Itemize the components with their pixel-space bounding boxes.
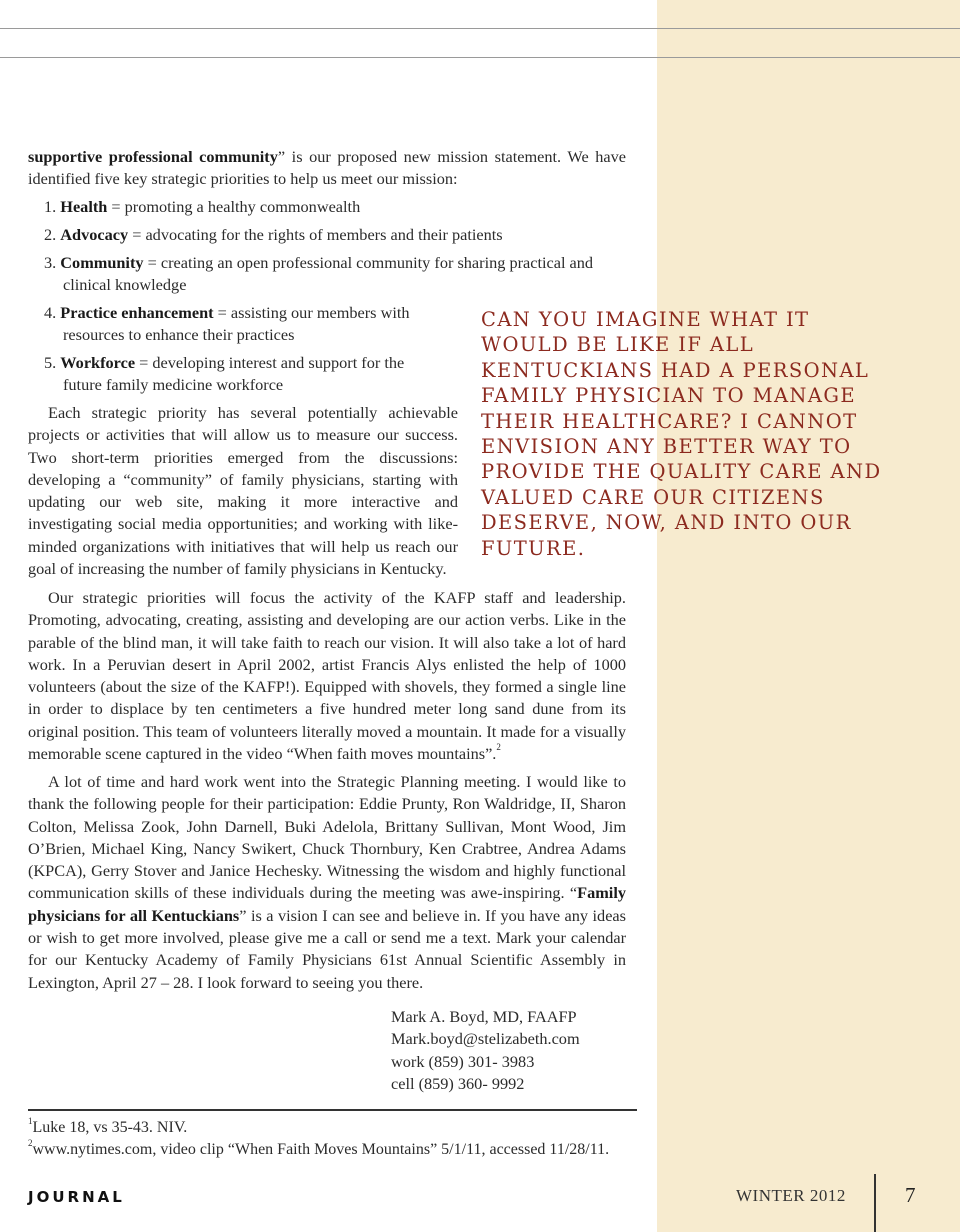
intro-bold-phrase: supportive professional community: [28, 147, 278, 166]
footnote-mark: 1: [28, 1116, 33, 1126]
footnote-divider: [28, 1109, 637, 1111]
issue-label: WINTER 2012: [736, 1186, 846, 1205]
header-rule-bottom: [0, 57, 960, 58]
list-desc: = creating an open professional community for sharing practical and: [143, 253, 594, 272]
paragraph-text: A lot of time and hard work went into the Strategic Planning meeting. I would like to thank the following people for their participation: Eddie Prunty, Ron Waldridge, II, Sharon Colton, Melissa Zook, John Darnell, Buki Adelola, Brittany Sullivan, Mont Wood, Jim O’Brien, Michael King, Nancy Swikert, Chuck Thornbury, Ken Crabtree, Andrea Adams (KPCA), Gerry Stover and Janice Hechesky. Witnessing the wisdom and highly functional communication skills of these individuals during the meeting was awe-inspiring. “: [28, 772, 626, 903]
paragraph-text: Each strategic priority has several potentially achievable projects or activities that will allow us to measure our success. Two short-term priorities emerged from the discussions: developing a “community” of family physicians, starting with updating our web site, making it more interactive and investigating social media opportunities; and working with like-minded organizations with initiatives that will help us reach our goal of increasing the number of family physicians in Kentucky.: [28, 403, 458, 579]
header-rule-top: [0, 28, 960, 29]
list-term: Practice enhancement: [60, 303, 214, 322]
signature-block: [391, 1006, 580, 1095]
footnote-mark: 2: [28, 1138, 33, 1149]
list-desc: = developing interest and support for the: [135, 353, 405, 372]
sidebar-panel-background: [657, 0, 960, 1232]
paragraph-text: ” is a vision I can see and believe in. If you have any ideas or wish to get more involved, please give me a call or send me a text. Mark your calendar for our Kentucky Academy of Family Physicians 61st Annual Scientific Assembly in Lexington, April 27 – 28. I look forward to seeing you there.: [28, 905, 626, 992]
footnote: [28, 1139, 626, 1161]
list-number: 2.: [44, 225, 57, 244]
list-item: [44, 224, 503, 246]
paragraph-text: Our strategic priorities will focus the activity of the KAFP staff and leadership. Promoting, advocating, creating, assisting and developing are our action verbs. Like in the parable of the blind man, it will take faith to reach our vision. It will also take a lot of hard work. In a Peruvian desert in April 2002, artist Francis Alys enlisted the help of 1000 volunteers (about the size of the KAFP!). Equipped with shovels, they formed a single line in order to displace by ten centimeters a five hundred meter long sand dune from its original position. This team of volunteers literally moved a mountain. It made for a visually memorable scene captured in the video “When faith moves mountains”.: [28, 588, 626, 764]
signature-name: Mark A. Boyd, MD, FAAFP: [391, 1007, 577, 1026]
list-term: Workforce: [60, 353, 136, 372]
paragraph-priorities-detail: [28, 402, 458, 580]
paragraph-acknowledgements: [28, 771, 626, 994]
signature-cell-phone: cell (859) 360- 9992: [391, 1073, 525, 1093]
signature-email[interactable]: Mark.boyd@stelizabeth.com: [391, 1029, 580, 1049]
pull-quote: CAN YOU IMAGINE WHAT IT WOULD BE LIKE IF ALL KENTUCKIANS HAD A PERSONAL FAMILY PHYSICIAN TO MANAGE THEIR HEALTHCARE? I CANNOT ENVISION ANY BETTER WAY TO PROVIDE THE QUALITY CARE AND VALUED CARE OUR CITIZENS DESERVE, NOW, AND INTO OUR FUTURE.: [481, 308, 882, 560]
footer-divider: [874, 1174, 876, 1232]
list-continuation: clinical knowledge: [63, 275, 187, 295]
list-desc: = advocating for the rights of members and their patients: [128, 225, 503, 244]
footnote: [28, 1117, 626, 1139]
list-number: 5.: [44, 353, 57, 372]
list-item: [44, 302, 410, 347]
list-item: [44, 196, 360, 218]
paragraph-strategic-focus: [28, 587, 626, 765]
list-continuation: resources to enhance their practices: [63, 325, 295, 345]
intro-paragraph: [28, 146, 626, 191]
vision-bold-phrase: Family physicians for all Kentuckians: [28, 883, 626, 925]
list-continuation: future family medicine workforce: [63, 375, 284, 395]
list-term: Community: [60, 253, 144, 272]
list-number: 4.: [44, 303, 57, 322]
journal-title: JOURNAL: [28, 1188, 125, 1206]
list-item: [44, 252, 593, 297]
list-number: 1.: [44, 197, 57, 216]
list-term: Advocacy: [60, 225, 129, 244]
intro-text: ” is our proposed new mission statement. We have identified five key strategic priorities to help us meet our mission:: [28, 147, 626, 189]
footnotes: [28, 1117, 626, 1162]
list-item: [44, 352, 404, 397]
page-number: 7: [905, 1183, 916, 1207]
footnote-ref: 2: [496, 742, 501, 753]
footnote-text: Luke 18, vs 35-43. NIV.: [32, 1119, 188, 1136]
list-number: 3.: [44, 253, 57, 272]
list-desc: = promoting a healthy commonwealth: [107, 197, 361, 216]
footnote-text: www.nytimes.com, video clip “When Faith Moves Mountains” 5/1/11, accessed 11/28/11.: [32, 1141, 610, 1159]
list-desc: = assisting our members with: [213, 303, 410, 322]
list-term: Health: [60, 197, 108, 216]
signature-work-phone: work (859) 301- 3983: [391, 1051, 535, 1071]
